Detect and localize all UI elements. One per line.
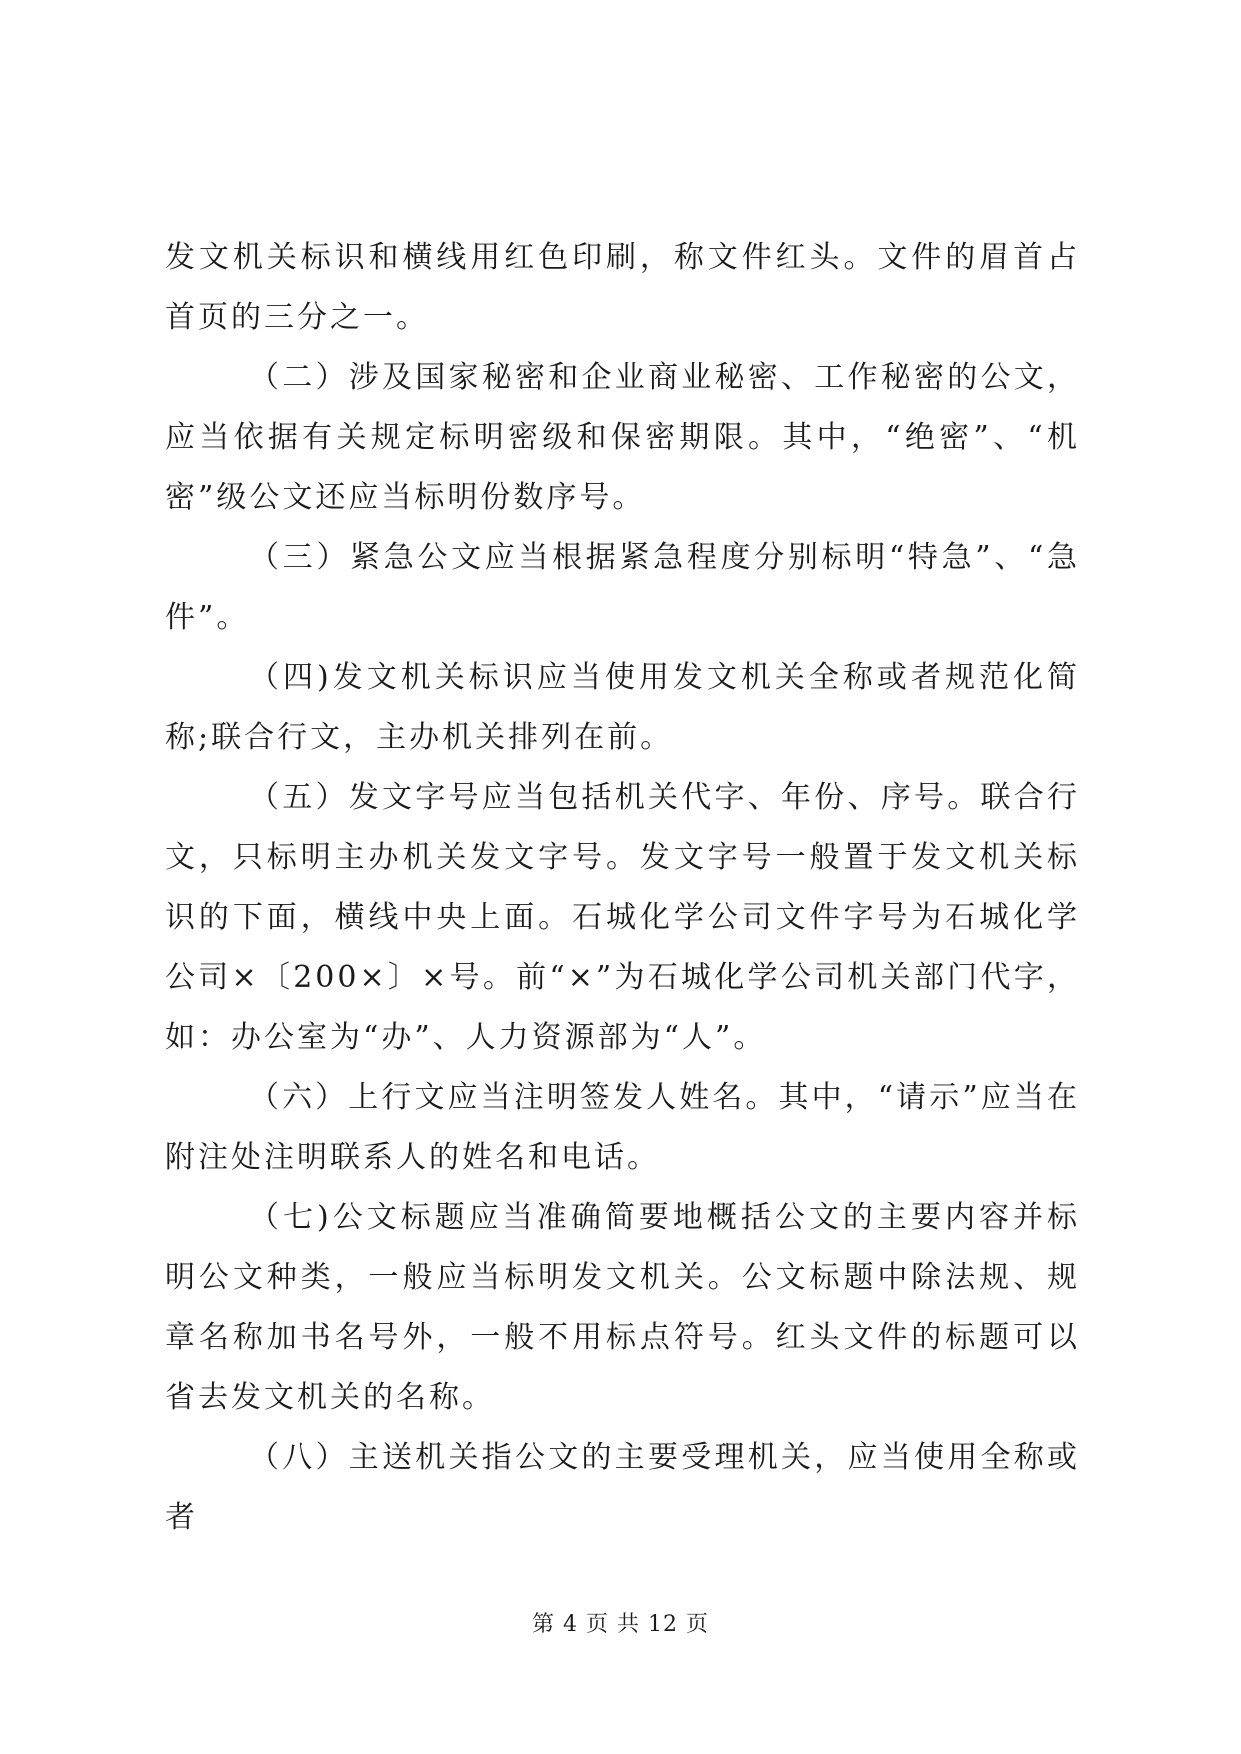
paragraph-item-5: （五）发文字号应当包括机关代字、年份、序号。联合行文，只标明主办机关发文字号。发文字号一般置于发文机关标识的下面，横线中央上面。石城化学公司文件字号为石城化学公司×〔200×〕×号。前“×”为石城化学公司机关部门代字，如：办公室为“办”、人力资源部为“人”。 [165, 780, 1080, 1055]
paragraph-item-6: （六）上行文应当注明签发人姓名。其中，“请示”应当在附注处注明联系人的姓名和电话。 [165, 1080, 1080, 1175]
page-number-footer: 第 4 页 共 12 页 [532, 1612, 709, 1637]
paragraph-item-2: （二）涉及国家秘密和企业商业秘密、工作秘密的公文，应当依据有关规定标明密级和保密期限。其中，“绝密”、“机密”级公文还应当标明份数序号。 [165, 360, 1080, 515]
document-body [165, 228, 1080, 1548]
paragraph-item-8: （八）主送机关指公文的主要受理机关，应当使用全称或者 [165, 1440, 1080, 1535]
paragraph-continuation: 发文机关标识和横线用红色印刷，称文件红头。文件的眉首占首页的三分之一。 [165, 240, 1080, 335]
paragraph-item-3: （三）紧急公文应当根据紧急程度分别标明“特急”、“急件”。 [165, 540, 1080, 635]
paragraph-item-7: （七)公文标题应当准确简要地概括公文的主要内容并标明公文种类，一般应当标明发文机关。公文标题中除法规、规章名称加书名号外，一般不用标点符号。红头文件的标题可以省去发文机关的名称。 [165, 1200, 1080, 1415]
paragraph-item-4: （四)发文机关标识应当使用发文机关全称或者规范化简称;联合行文，主办机关排列在前。 [165, 660, 1080, 755]
